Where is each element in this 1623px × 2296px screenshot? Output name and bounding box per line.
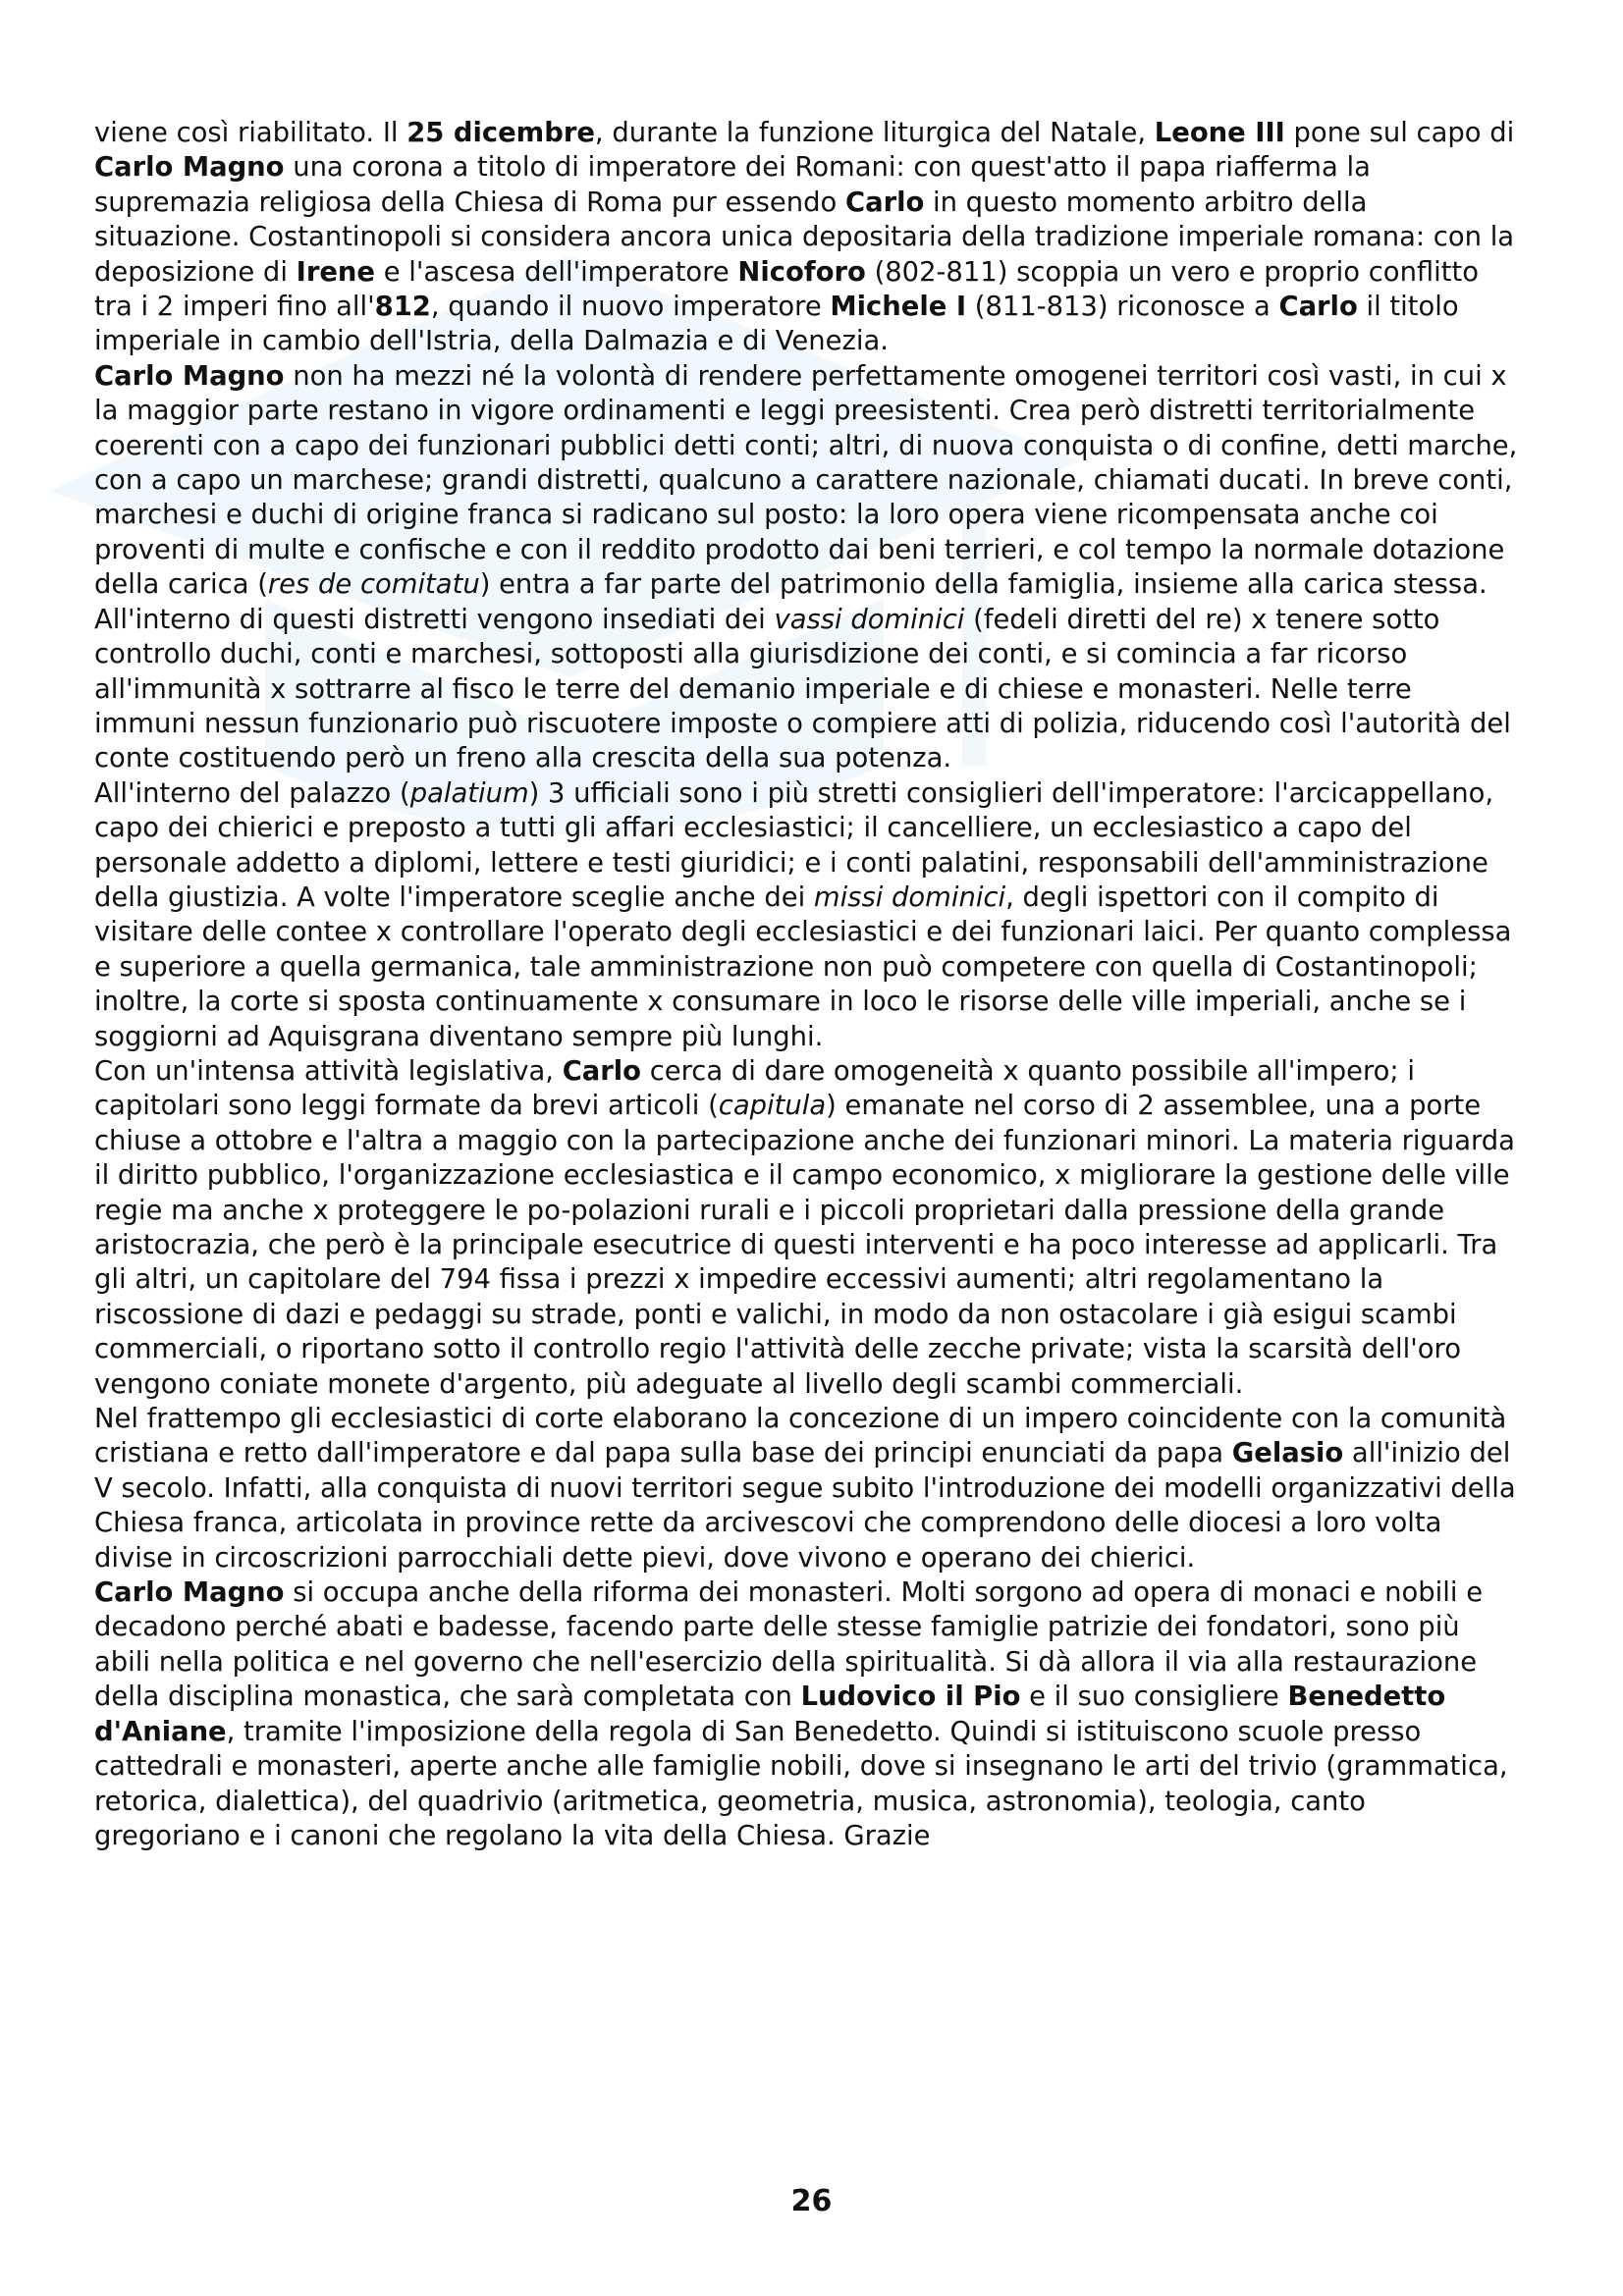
text-run: ) emanate nel corso di 2 assemblee, una a porte chiuse a ottobre e l'altra a maggio con la partecipazione anche dei funzionari minori. La materia riguarda il diritto pubblico, l'organizzazione ecclesiastica e il campo economico, x migliorare la gestione delle ville regie ma anche x proteggere le po-polazioni rurali e i piccoli proprietari dalla pressione della grande aristocrazia, che però è la principale esecutrice di questi interventi e ha poco interesse ad applicarli. Tra gli altri, un capitolare del 794 fissa i prezzi x impedire eccessivi aumenti; altri regolamentano la riscossione di dazi e pedaggi su strade, ponti e valichi, in modo da non ostacolare i già esigui scambi commerciali, o riportano sotto il controllo regio l'attività delle zecche private; vista la scarsità dell'oro vengono coniate monete d'argento, più adeguate al livello degli scambi commerciali.: [94, 1091, 1515, 1400]
text-run: si occupa anche della riforma dei monasteri. Molti sorgono ad opera di monaci e nobili e decadono perché abati e badesse, facendo parte delle stesse famiglie patrizie dei fondatori, sono più abili nella politica e nel governo che nell'esercizio della spiritualità. Si dà allora il via alla restaurazione della disciplina monastica, che sarà completata con: [94, 1577, 1484, 1713]
text-run: (811-813) riconosce a: [966, 292, 1279, 323]
page-number: 26: [790, 2184, 833, 2218]
text-run: in questo momento arbitro della situazione. Costantinopoli si considera ancora unica depositaria della tradizione imperiale romana: con la deposizione di: [94, 187, 1515, 288]
bold-text: Carlo: [1278, 292, 1358, 323]
text-run: , quando il nuovo imperatore: [430, 292, 831, 323]
text-run: , degli ispettori con il compito di visitare delle contee x controllare l'operato degli ecclesiastici e dei funzionari laici. Per quanto complessa e superiore a quella germanica, tale amministrazione non può competere con quella di Costantinopoli; inoltre, la corte si sposta continuamente x consumare in loco le risorse delle ville imperiali, anche se i soggiorni ad Aquisgrana diventano sempre più lunghi.: [94, 881, 1512, 1052]
bold-text: Irene: [296, 256, 375, 288]
bold-text: Leone III: [1154, 118, 1285, 148]
bold-text: Carlo Magno: [94, 152, 285, 184]
text-run: , durante la funzione liturgica del Natale,: [594, 118, 1155, 148]
text-run: e il suo consigliere: [1020, 1682, 1288, 1713]
text-run: pone sul capo di: [1284, 118, 1515, 148]
bold-text: Nicoforo: [737, 256, 866, 288]
bold-text: Carlo Magno: [94, 360, 285, 392]
paragraph: [94, 116, 1518, 359]
paragraph: [94, 776, 1518, 1054]
bold-text: Benedetto d'Aniane: [94, 1682, 1446, 1747]
paragraph: [94, 359, 1518, 776]
bold-text: Carlo: [562, 1055, 642, 1087]
paragraph: [94, 1575, 1518, 1853]
document-body: [94, 116, 1518, 1853]
italic-text: res de comitatu: [267, 569, 480, 601]
text-run: ) 3 ufficiali sono i più stretti consiglieri dell'imperatore: l'arcicappellano, capo dei chierici e preposto a tutti gli affari ecclesiastici; il cancelliere, un ecclesiastico a capo del personale addetto a diplomi, lettere e testi giuridici; e i conti palatini, responsabili dell'amministrazione della giustizia. A volte l'imperatore sceglie anche dei: [94, 777, 1494, 913]
text-run: Nel frattempo gli ecclesiastici di corte elaborano la concezione di un impero coincidente con la comunità cristiana e retto dall'imperatore e dal papa sulla base dei principi enunciati da papa: [94, 1404, 1507, 1469]
text-run: una corona a titolo di imperatore dei Romani: con quest'atto il papa riafferma la supremazia religiosa della Chiesa di Roma pur essendo: [94, 152, 1371, 218]
text-run: viene così riabilitato. Il: [94, 118, 407, 148]
text-run: e l'ascesa dell'imperatore: [375, 256, 738, 288]
text-run: , tramite l'imposizione della regola di San Benedetto. Quindi si istituiscono scuole presso cattedrali e monasteri, aperte anche alle famiglie nobili, dove si insegnano le arti del trivio (grammatica, retorica, dialettica), del quadrivio (aritmetica, geometria, musica, astronomia), teologia, canto gregoriano e i canoni che regolano la vita della Chiesa. Grazie: [94, 1716, 1508, 1851]
text-run: all'inizio del V secolo. Infatti, alla conquista di nuovi territori segue subito l'introduzione dei modelli organizzativi della Chiesa franca, articolata in province rette da arcivescovi che comprendono delle diocesi a loro volta divise in circoscrizioni parrocchiali dette pievi, dove vivono e operano dei chierici.: [94, 1438, 1516, 1574]
text-run: All'interno del palazzo (: [94, 777, 410, 809]
bold-text: Carlo: [844, 187, 925, 218]
text-run: non ha mezzi né la volontà di rendere perfettamente omogenei territori così vasti, in cui x la maggior parte restano in vigore ordinamenti e leggi preesistenti. Crea però distretti territorialmente coerenti con a capo dei funzionari pubblici detti conti; altri, di nuova conquista o di confine, detti marche, con a capo un marchese; grandi distretti, qualcuno a carattere nazionale, chiamati ducati. In breve conti, marchesi e duchi di origine franca si radicano sul posto: la loro opera viene ricompensata anche coi proventi di multe e confische e con il reddito prodotto dai beni terrieri, e col tempo la normale dotazione della carica (: [94, 360, 1518, 601]
bold-text: Carlo Magno: [94, 1577, 285, 1609]
italic-text: palatium: [409, 777, 529, 809]
bold-text: Ludovico il Pio: [800, 1682, 1021, 1713]
text-run: Con un'intensa attività legislativa,: [94, 1055, 563, 1087]
paragraph: [94, 1402, 1518, 1575]
text-run: ) entra a far parte del patrimonio della famiglia, insieme alla carica stessa. All'interno di questi distretti vengono insediati dei: [94, 569, 1488, 635]
text-run: cerca di dare omogeneità x quanto possibile all'impero; i capitolari sono leggi formate da brevi articoli (: [94, 1055, 1415, 1122]
bold-text: Michele I: [830, 292, 967, 323]
italic-text: vassi dominici: [774, 604, 965, 635]
text-run: (fedeli diretti del re) x tenere sotto controllo duchi, conti e marchesi, sottoposti alla giurisdizione dei conti, e si comincia a far ricorso all'immunità x sottrarre al fisco le terre del demanio imperiale e di chiese e monasteri. Nelle terre immuni nessun funzionario può riscuotere imposte o compiere atti di polizia, riducendo così l'autorità del conte costituendo però un freno alla crescita della sua potenza.: [94, 604, 1511, 774]
italic-text: capitula: [718, 1091, 827, 1122]
bold-text: Gelasio: [1231, 1438, 1344, 1469]
bold-text: 812: [374, 292, 431, 323]
bold-text: 25 dicembre: [406, 118, 595, 148]
text-run: (802-811) scoppia un vero e proprio conflitto tra i 2 imperi fino all': [94, 256, 1480, 323]
text-run: il titolo imperiale in cambio dell'Istria, della Dalmazia e di Venezia.: [94, 292, 1459, 357]
paragraph: [94, 1054, 1518, 1402]
italic-text: missi dominici: [813, 881, 1006, 913]
